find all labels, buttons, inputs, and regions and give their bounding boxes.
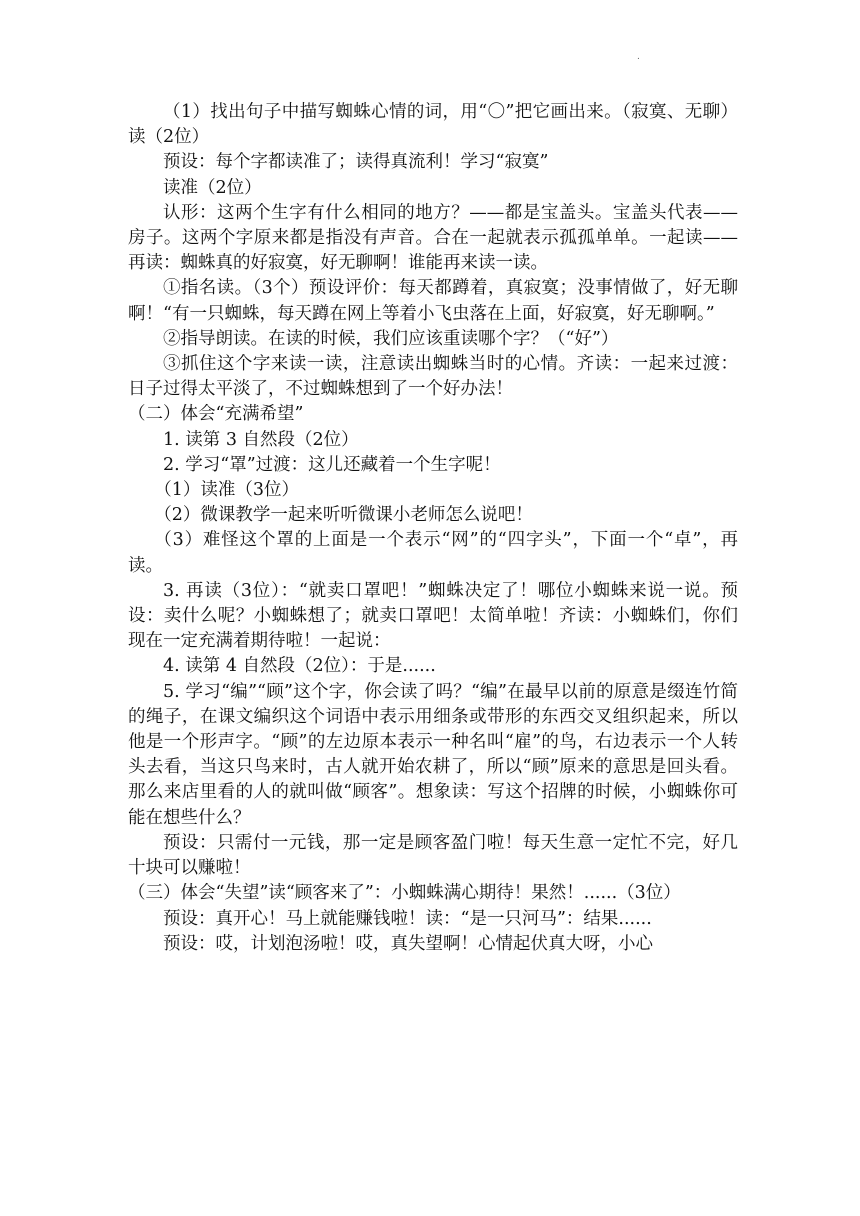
document-paragraph: 2. 学习“罩”过渡：这儿还藏着一个生字呢！ (163, 454, 501, 475)
document-paragraph: 预设：哎，计划泡汤啦！哎，真失望啊！心情起伏真大呀，小心 (163, 933, 653, 954)
document-paragraph: （二）体会“充满希望” (128, 404, 304, 425)
document-paragraph: （3）难怪这个罩的上面是一个表示“网”的“四字头”，下面一个“卓”，再读。 (128, 530, 738, 576)
document-paragraph: 预设：只需付一元钱，那一定是顾客盈门啦！每天生意一定忙不完，好几十块可以赚啦！ (128, 832, 738, 879)
document-paragraph: ②指导朗读。在读的时候，我们应该重读哪个字？（“好”） (163, 328, 619, 349)
document-paragraph: 预设：真开心！马上就能赚钱啦！读：“是一只河马”：结果...... (163, 908, 652, 929)
document-paragraph: （1）找出句子中描写蜘蛛心情的词，用“〇”把它画出来。（寂寞、无聊）读（2位） (128, 102, 738, 148)
document-paragraph: 1. 读第 3 自然段（2位） (163, 429, 359, 450)
document-paragraph: （2）微课教学一起来听听微课小老师怎么说吧！ (154, 505, 533, 526)
document-paragraph: 4. 读第 4 自然段（2位）：于是...... (163, 656, 436, 677)
document-body (128, 100, 738, 957)
document-paragraph: 3. 再读（3位）：“就卖口罩吧！”蜘蛛决定了！哪位小蜘蛛来说一说。预设：卖什么呢？小蜘蛛想了；就卖口罩吧！太简单啦！齐读：小蜘蛛们，你们现在一定充满着期待啦！一起说： (128, 580, 738, 652)
page-corner-mark: . (637, 52, 640, 62)
document-paragraph: 读准（2位） (163, 177, 262, 198)
document-paragraph: 预设：每个字都读准了；读得真流利！学习“寂寞” (163, 152, 549, 173)
document-paragraph: ③抓住这个字来读一读，注意读出蜘蛛当时的心情。齐读：一起来过渡：日子过得太平淡了，不过蜘蛛想到了一个好办法！ (128, 354, 738, 400)
document-paragraph: 5. 学习“编”“顾”这个字，你会读了吗？“编”在最早以前的原意是缀连竹简的绳子，在课文编织这个词语中表示用细条或带形的东西交叉组织起来，所以他是一个形声字。“顾”的左边原本表示一种名叫“雇”的鸟，右边表示一个人转头去看，当这只鸟来时，古人就开始农耕了，所以“顾”原来的意思是回头看。那么来店里看的人的就叫做“顾客”。想象读：写这个招牌的时候，小蜘蛛你可能在想些什么？ (128, 681, 738, 828)
document-paragraph: 认形：这两个生字有什么相同的地方？——都是宝盖头。宝盖头代表——房子。这两个字原来都是指没有声音。合在一起就表示孤孤单单。一起读——再读：蜘蛛真的好寂寞，好无聊啊！谁能再来读一读。 (128, 202, 738, 274)
document-paragraph: （1）读准（3位） (154, 480, 300, 501)
document-paragraph: （三）体会“失望”读“顾客来了”：小蜘蛛满心期待！果然！......（3位） (128, 883, 681, 904)
document-paragraph: ①指名读。（3个）预设评价：每天都蹲着，真寂寞；没事情做了，好无聊啊！“有一只蜘蛛，每天蹲在网上等着小飞虫落在上面，好寂寞，好无聊啊。” (128, 278, 738, 324)
